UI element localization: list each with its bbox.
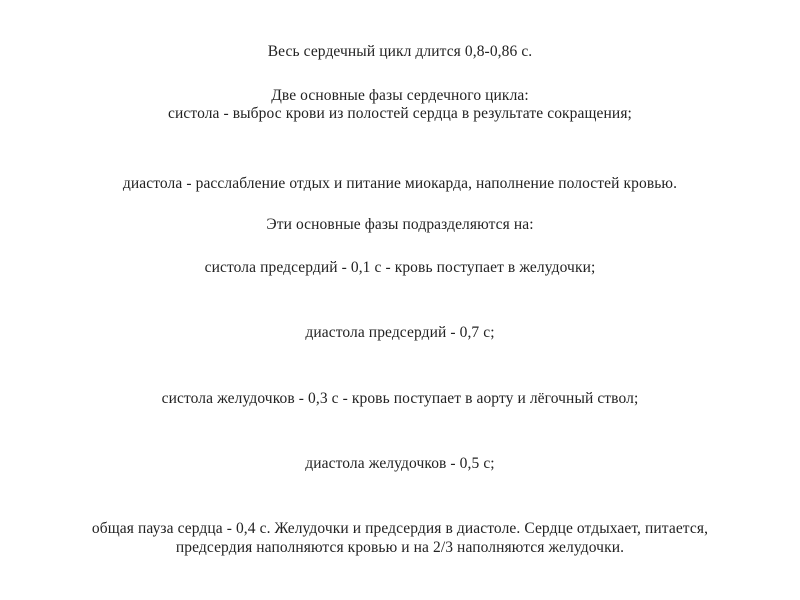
atrial-systole-text: систола предсердий - 0,1 с - кровь поступает в желудочки; bbox=[204, 259, 596, 276]
general-pause-text-line1: общая пауза сердца - 0,4 с. Желудочки и предсердия в диастоле. Сердце отдыхает, питается, bbox=[91, 520, 709, 537]
subdivision-heading: Эти основные фазы подразделяются на: bbox=[266, 216, 534, 233]
cycle-duration-text: Весь сердечный цикл длится 0,8-0,86 с. bbox=[267, 43, 533, 60]
ventricular-diastole-text: диастола желудочков - 0,5 с; bbox=[305, 455, 495, 472]
general-pause-text-line2: предсердия наполняются кровью и на 2/3 наполняются желудочки. bbox=[175, 539, 625, 556]
diastole-definition: диастола - расслабление отдых и питание миокарда, наполнение полостей кровью. bbox=[122, 175, 678, 192]
ventricular-systole-text: систола желудочков - 0,3 с - кровь поступает в аорту и лёгочный ствол; bbox=[161, 390, 639, 407]
atrial-diastole-text: диастола предсердий - 0,7 с; bbox=[305, 324, 495, 341]
phases-heading: Две основные фазы сердечного цикла: bbox=[271, 87, 529, 104]
systole-definition: систола - выброс крови из полостей сердца в результате сокращения; bbox=[168, 105, 632, 122]
